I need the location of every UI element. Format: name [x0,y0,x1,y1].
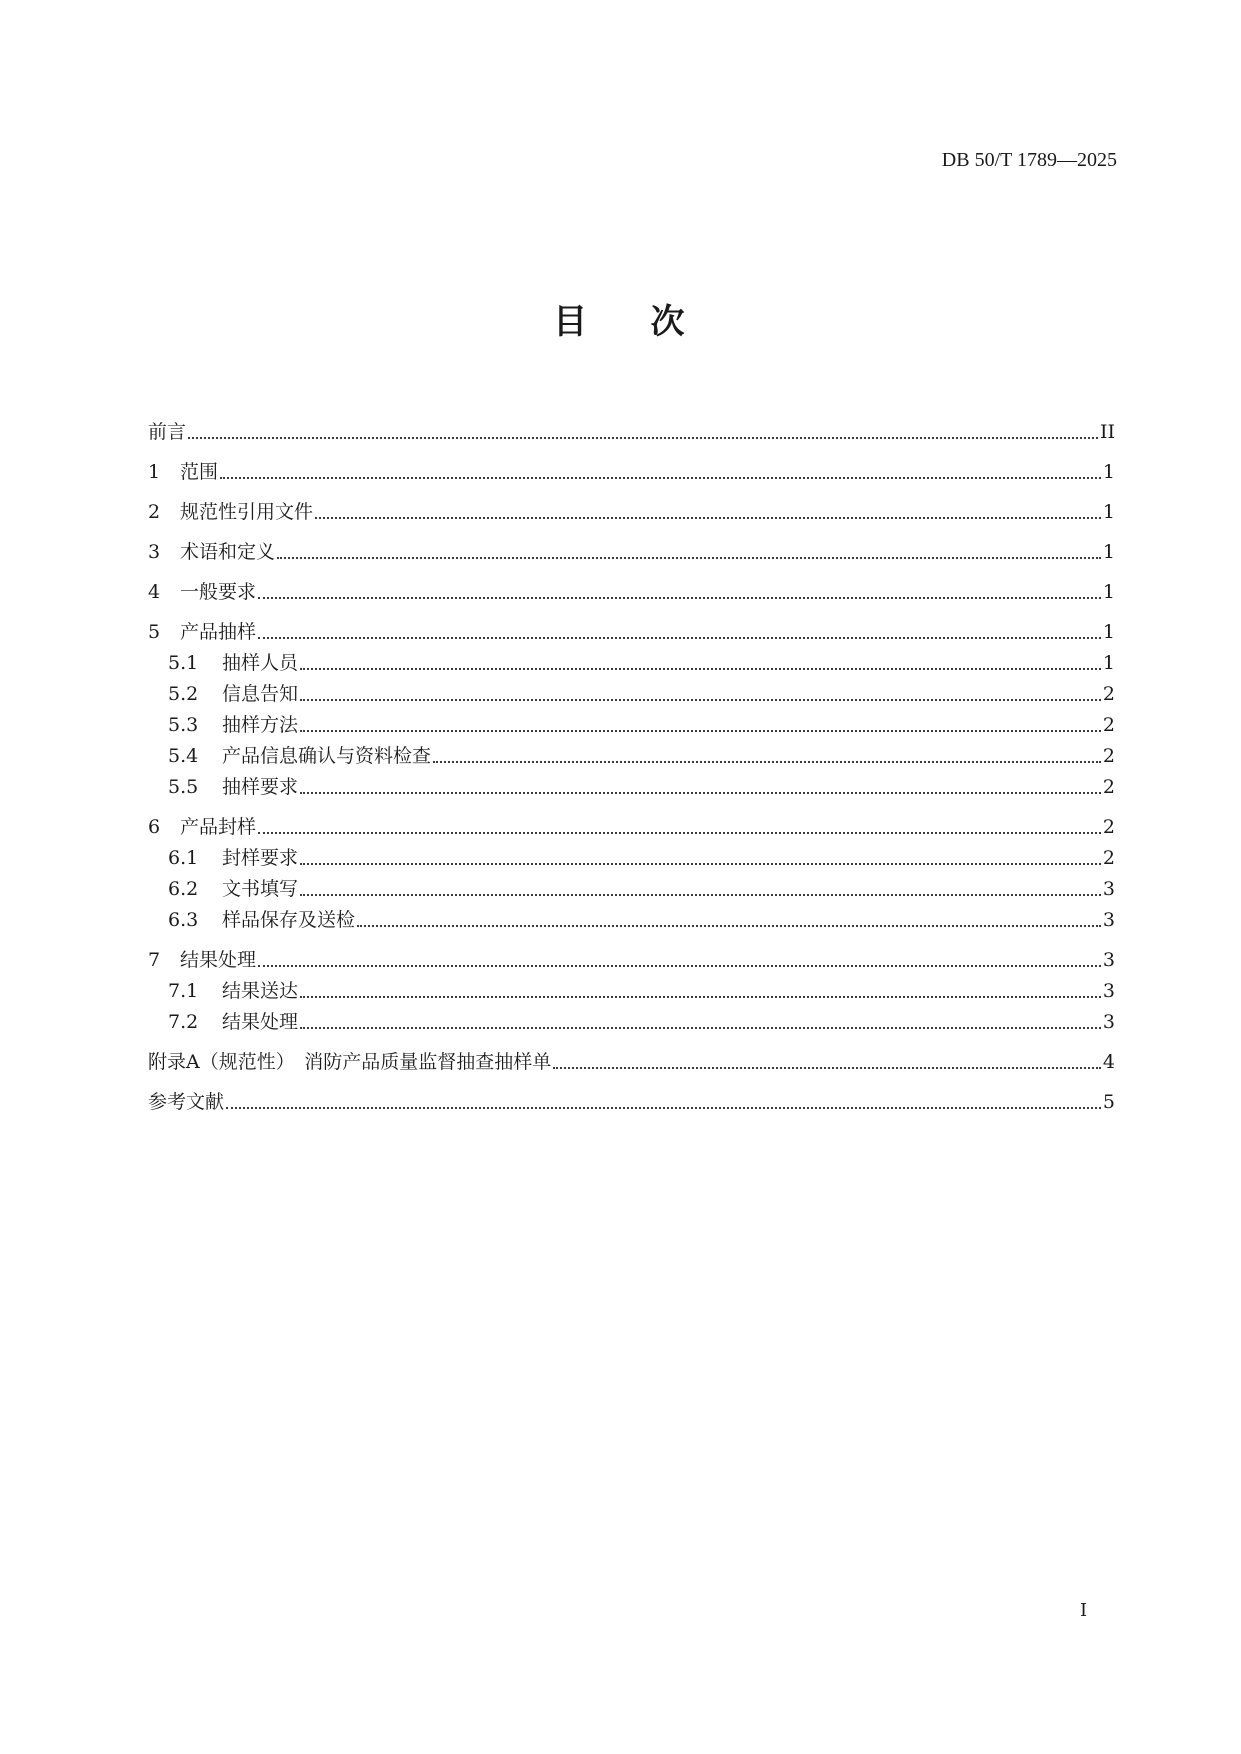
toc-entry-label: 文书填写 [222,878,299,900]
toc-leader-dots [258,948,1101,972]
toc-leader-dots [315,500,1101,524]
toc-entry-page: 3 [1102,1011,1115,1033]
page-title-char-2: 次 [650,302,688,342]
toc-entry-label: 术语和定义 [180,541,276,563]
toc-entry-page: 2 [1102,847,1115,869]
toc-entry-5[interactable] [148,614,1115,644]
toc-entry-label: 产品抽样 [180,621,257,643]
toc-entry-page: II [1099,421,1115,443]
toc-entry-bibliography[interactable] [148,1084,1115,1114]
toc-entry-number: 6.3 [168,909,199,931]
toc-entry-label: 封样要求 [222,847,299,869]
page-number: I [1080,1600,1088,1621]
page-title [0,302,1241,342]
toc-entry-page: 2 [1102,745,1115,767]
toc-entry-7-2[interactable] [168,1004,1115,1034]
toc-entry-label: 范围 [180,461,219,483]
toc-leader-dots [258,815,1101,839]
toc-entry-5-2[interactable] [168,676,1115,706]
toc-leader-dots [258,620,1101,644]
toc-entry-number: 5.5 [168,776,199,798]
toc-entry-label: 规范性引用文件 [180,501,314,523]
page-title-char-1: 目 [553,302,591,342]
toc-entry-number: 4 [148,581,161,603]
document-code: DB 50/T 1789—2025 [941,149,1117,171]
toc-entry-label: 结果送达 [222,980,299,1002]
toc-entry-6-1[interactable] [168,840,1115,870]
toc-entry-page: 1 [1102,541,1115,563]
toc-entry-7[interactable] [148,942,1115,972]
toc-leader-dots [300,1010,1101,1034]
toc-entry-number: 5.1 [168,652,199,674]
toc-entry-page: 1 [1102,461,1115,483]
toc-entry-7-1[interactable] [168,973,1115,1003]
toc-entry-page: 5 [1102,1091,1115,1113]
toc-entry-page: 3 [1102,909,1115,931]
toc-entry-page: 2 [1102,714,1115,736]
toc-entry-label: 抽样人员 [222,652,299,674]
toc-entry-label: 附录A（规范性） 消防产品质量监督抽查抽样单 [148,1051,552,1073]
toc-entry-number: 6.1 [168,847,199,869]
toc-entry-page: 2 [1102,683,1115,705]
toc-entry-5-1[interactable] [168,645,1115,675]
toc-entry-page: 1 [1102,501,1115,523]
toc-entry-label: 参考文献 [148,1091,225,1113]
toc-entry-appendix-a[interactable] [148,1044,1115,1074]
toc-entry-label: 结果处理 [180,949,257,971]
toc-entry-5-4[interactable] [168,738,1115,768]
toc-entry-6-2[interactable] [168,871,1115,901]
toc-entry-number: 1 [148,461,161,483]
toc-entry-page: 2 [1102,816,1115,838]
toc-entry-2[interactable] [148,494,1115,524]
toc-entry-number: 5.2 [168,683,199,705]
toc-leader-dots [553,1050,1101,1074]
toc-leader-dots [300,877,1101,901]
toc-leader-dots [258,580,1101,604]
toc-entry-label: 一般要求 [180,581,257,603]
toc-leader-dots [300,979,1101,1003]
toc-entry-number: 5.3 [168,714,199,736]
toc-leader-dots [300,713,1101,737]
toc-entry-number: 2 [148,501,161,523]
toc-leader-dots [220,460,1101,484]
toc-entry-number: 5.4 [168,745,199,767]
toc-entry-page: 1 [1102,621,1115,643]
toc-entry-number: 7.1 [168,980,199,1002]
toc-entry-label: 抽样方法 [222,714,299,736]
toc-entry-label: 结果处理 [222,1011,299,1033]
toc-entry-page: 3 [1102,980,1115,1002]
toc-entry-3[interactable] [148,534,1115,564]
toc-entry-label: 信息告知 [222,683,299,705]
toc-entry-number: 3 [148,541,161,563]
toc-entry-label: 产品信息确认与资料检查 [222,745,432,767]
toc-entry-5-3[interactable] [168,707,1115,737]
toc-leader-dots [300,651,1101,675]
toc-leader-dots [300,775,1101,799]
toc-entry-page: 3 [1102,949,1115,971]
toc-entry-number: 7 [148,949,161,971]
toc-entry-page: 4 [1102,1051,1115,1073]
toc-leader-dots [300,682,1101,706]
toc-leader-dots [277,540,1101,564]
toc-leader-dots [357,908,1101,932]
toc-entry-number: 6 [148,816,161,838]
toc-entry-4[interactable] [148,574,1115,604]
toc-entry-label: 抽样要求 [222,776,299,798]
toc-leader-dots [300,846,1101,870]
toc-entry-page: 2 [1102,776,1115,798]
toc-entry-page: 1 [1102,581,1115,603]
toc-entry-page: 3 [1102,878,1115,900]
toc-entry-label: 样品保存及送检 [222,909,356,931]
toc-leader-dots [433,744,1101,768]
toc-leader-dots [226,1090,1101,1114]
toc-entry-5-5[interactable] [168,769,1115,799]
toc-entry-6[interactable] [148,809,1115,839]
toc-entry-label: 产品封样 [180,816,257,838]
toc-entry-label: 前言 [148,421,187,443]
toc-entry-foreword[interactable] [148,414,1115,444]
toc-entry-6-3[interactable] [168,902,1115,932]
toc-entry-number: 5 [148,621,161,643]
toc-leader-dots [188,420,1098,444]
toc-entry-number: 6.2 [168,878,199,900]
toc-entry-number: 7.2 [168,1011,199,1033]
toc-entry-1[interactable] [148,454,1115,484]
toc-entry-page: 1 [1102,652,1115,674]
